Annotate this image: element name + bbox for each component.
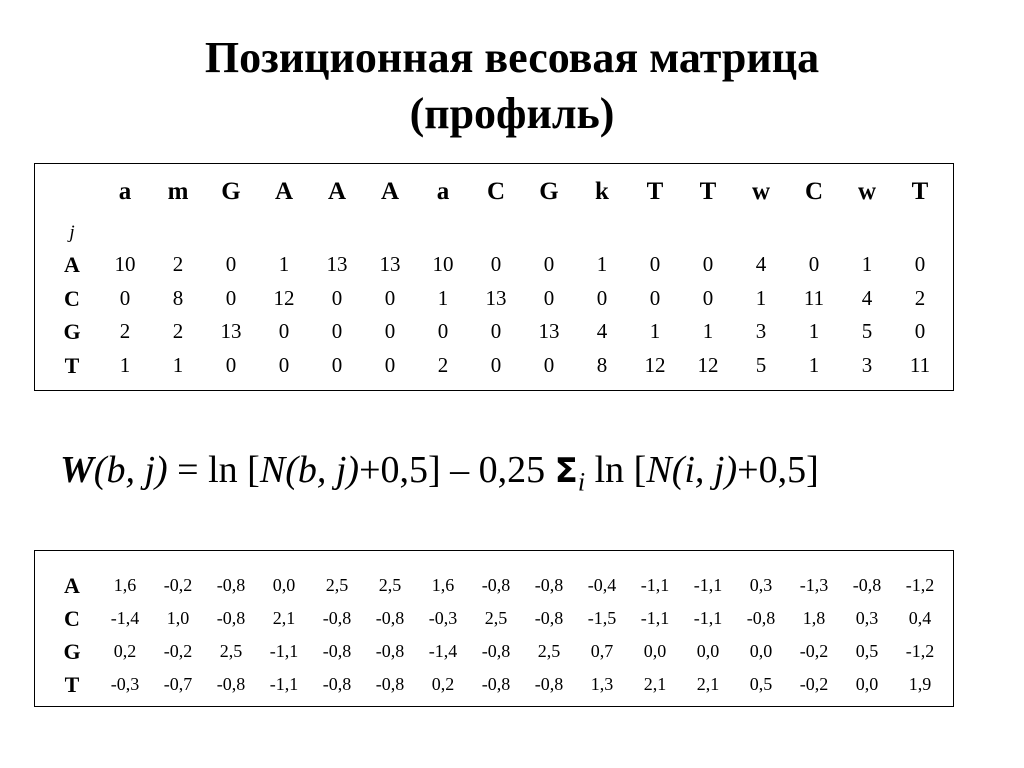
weight-cell: -0,2 (799, 674, 829, 694)
consensus-header: T (911, 178, 929, 205)
weight-cell: 1,6 (113, 575, 137, 595)
consensus-header: G (539, 178, 559, 205)
weight-cell: -0,8 (322, 608, 352, 628)
count-cell: 13 (220, 319, 242, 343)
count-cell: 1 (596, 252, 608, 276)
formula-eq-ln: = ln [ (167, 449, 260, 491)
count-cell: 1 (119, 353, 131, 377)
weight-cell: -1,2 (905, 575, 935, 595)
formula-args1: (b, j) (285, 449, 360, 491)
weight-cell: -0,2 (163, 641, 193, 661)
count-cell: 0 (119, 286, 131, 310)
weight-cell: -0,8 (481, 674, 511, 694)
count-cell: 5 (755, 353, 767, 377)
count-cell: 13 (326, 252, 348, 276)
count-cell: 10 (432, 252, 454, 276)
consensus-header: A (380, 178, 400, 205)
formula-mid: +0,5] – 0,25 (359, 449, 555, 491)
weight-cell: -0,3 (110, 674, 140, 694)
weight-cell: -0,2 (799, 641, 829, 661)
count-cell: 1 (649, 319, 661, 343)
count-cell: 0 (331, 286, 343, 310)
weight-cell: 1,6 (431, 575, 455, 595)
weight-cell: 0,3 (855, 608, 879, 628)
count-cell: 0 (649, 286, 661, 310)
weight-cell: -1,1 (693, 608, 723, 628)
count-cell: 2 (172, 319, 184, 343)
weight-cell: 2,5 (537, 641, 561, 661)
count-cell: 4 (755, 252, 767, 276)
count-cell: 2 (914, 286, 926, 310)
count-cell: 0 (331, 319, 343, 343)
weight-cell: 2,5 (484, 608, 508, 628)
weight-cell: -0,8 (534, 608, 564, 628)
consensus-header: T (699, 178, 717, 205)
count-cell: 2 (172, 252, 184, 276)
row-label-C: C (64, 606, 80, 631)
count-cell: 0 (225, 353, 237, 377)
consensus-header: w (857, 178, 877, 205)
consensus-header: a (118, 178, 132, 205)
page-title (0, 30, 1024, 142)
count-cell: 5 (861, 319, 873, 343)
count-cell: 0 (437, 319, 449, 343)
count-cell: 2 (119, 319, 131, 343)
row-label-T: T (64, 353, 80, 378)
weight-cell: -0,4 (587, 575, 617, 595)
weight-cell: -0,8 (375, 674, 405, 694)
weight-cell: 0,2 (113, 641, 137, 661)
count-cell: 0 (278, 353, 290, 377)
row-label-T: T (64, 672, 80, 697)
count-cell: 0 (225, 252, 237, 276)
consensus-header: m (167, 178, 189, 205)
count-cell: 0 (914, 319, 926, 343)
row-label-A: A (64, 252, 80, 277)
consensus-header: G (221, 178, 241, 205)
count-cell: 13 (538, 319, 560, 343)
weight-cell: 0,2 (431, 674, 455, 694)
count-cell: 0 (543, 286, 555, 310)
count-cell: 0 (543, 252, 555, 276)
weight-cell: 1,3 (590, 674, 614, 694)
count-cell: 0 (596, 286, 608, 310)
weight-cell: 0,5 (749, 674, 773, 694)
count-cell: 1 (808, 353, 820, 377)
count-cell: 0 (278, 319, 290, 343)
weight-cell: -1,3 (799, 575, 829, 595)
count-cell: 1 (172, 353, 184, 377)
weight-cell: 2,1 (272, 608, 296, 628)
count-cell: 0 (914, 252, 926, 276)
weight-cell: 2,1 (643, 674, 667, 694)
weight-cell: -0,8 (322, 641, 352, 661)
count-cell: 0 (543, 353, 555, 377)
weight-cell: -0,8 (375, 608, 405, 628)
weight-cell: 0,0 (855, 674, 879, 694)
row-label-C: C (64, 286, 80, 311)
weight-cell: -0,8 (534, 674, 564, 694)
count-cell: 1 (702, 319, 714, 343)
formula-sigma: Σ (554, 451, 578, 491)
consensus-header: w (751, 178, 771, 205)
count-cell: 0 (331, 353, 343, 377)
formula-n2: N (646, 449, 672, 491)
weights-matrix-table (34, 550, 954, 707)
row-label-A: A (64, 573, 80, 598)
formula-args2: (i, j) (671, 449, 738, 491)
count-cell: 0 (490, 319, 502, 343)
weight-cell: 2,5 (219, 641, 243, 661)
count-cell: 4 (596, 319, 608, 343)
weight-cell: 0,0 (696, 641, 720, 661)
count-cell: 0 (384, 286, 396, 310)
count-cell: 11 (909, 353, 931, 377)
count-cell: 1 (755, 286, 767, 310)
weight-cell: -0,8 (216, 674, 246, 694)
count-cell: 0 (702, 286, 714, 310)
weight-cell: -0,8 (375, 641, 405, 661)
weight-cell: -0,8 (216, 575, 246, 595)
weight-cell: -0,8 (322, 674, 352, 694)
count-cell: 12 (644, 353, 666, 377)
consensus-header: C (486, 178, 506, 205)
weight-cell: 0,0 (272, 575, 296, 595)
count-cell: 2 (437, 353, 449, 377)
weight-cell: -1,1 (269, 641, 299, 661)
weight-cell: -0,7 (163, 674, 193, 694)
count-cell: 12 (273, 286, 295, 310)
count-cell: 1 (437, 286, 449, 310)
consensus-header: k (595, 178, 609, 205)
formula-sigma-sub: i (577, 467, 586, 497)
weight-cell: -0,8 (852, 575, 882, 595)
weight-cell: -1,4 (428, 641, 458, 661)
count-cell: 8 (172, 286, 184, 310)
count-cell: 11 (803, 286, 825, 310)
count-cell: 1 (278, 252, 290, 276)
weight-cell: 2,1 (696, 674, 720, 694)
weight-cell: 0,4 (908, 608, 932, 628)
weight-cell: -0,8 (481, 575, 511, 595)
count-cell: 13 (379, 252, 401, 276)
count-cell: 0 (225, 286, 237, 310)
weight-cell: -1,1 (269, 674, 299, 694)
weight-cell: 0,3 (749, 575, 773, 595)
title-line-2: (профиль) (409, 89, 615, 138)
weight-cell: 1,8 (802, 608, 826, 628)
count-cell: 0 (384, 319, 396, 343)
count-cell: 1 (808, 319, 820, 343)
consensus-header: A (327, 178, 347, 205)
count-cell: 4 (861, 286, 873, 310)
weight-cell: -1,1 (640, 608, 670, 628)
count-cell: 10 (114, 252, 136, 276)
count-cell: 3 (861, 353, 873, 377)
weight-cell: 0,0 (749, 641, 773, 661)
weight-cell: -1,1 (640, 575, 670, 595)
counts-matrix-table (34, 163, 954, 391)
weight-cell: 0,7 (590, 641, 614, 661)
weight-formula (60, 442, 980, 511)
count-cell: 0 (808, 252, 820, 276)
count-cell: 12 (697, 353, 719, 377)
weight-cell: -0,8 (216, 608, 246, 628)
weight-cell: -1,4 (110, 608, 140, 628)
count-cell: 13 (485, 286, 507, 310)
count-cell: 8 (596, 353, 608, 377)
count-cell: 0 (490, 353, 502, 377)
weight-cell: 1,0 (166, 608, 190, 628)
formula-w: W (60, 449, 94, 491)
weight-cell: -0,8 (534, 575, 564, 595)
formula-lhs-args: (b, j) (93, 449, 168, 491)
count-cell: 1 (861, 252, 873, 276)
title-line-1: Позиционная весовая матрица (204, 33, 820, 82)
consensus-header: A (274, 178, 294, 205)
column-index-label: j (69, 222, 75, 243)
row-label-G: G (63, 319, 81, 344)
count-cell: 3 (755, 319, 767, 343)
formula-end: +0,5] (737, 449, 819, 491)
formula-n1: N (259, 449, 286, 491)
weight-cell: -0,8 (746, 608, 776, 628)
formula-ln2: ln [ (585, 449, 647, 491)
row-label-G: G (63, 639, 81, 664)
weight-cell: -1,1 (693, 575, 723, 595)
weight-cell: -0,3 (428, 608, 458, 628)
count-cell: 0 (649, 252, 661, 276)
consensus-header: a (436, 178, 450, 205)
count-cell: 0 (490, 252, 502, 276)
count-cell: 0 (384, 353, 396, 377)
weight-cell: -1,5 (587, 608, 617, 628)
consensus-header: C (804, 178, 824, 205)
weight-cell: -1,2 (905, 641, 935, 661)
count-cell: 0 (702, 252, 714, 276)
weight-cell: 0,0 (643, 641, 667, 661)
consensus-header: T (646, 178, 664, 205)
weight-cell: 0,5 (855, 641, 879, 661)
weight-cell: -0,8 (481, 641, 511, 661)
weight-cell: 2,5 (378, 575, 402, 595)
weight-cell: 1,9 (908, 674, 932, 694)
weight-cell: 2,5 (325, 575, 349, 595)
weight-cell: -0,2 (163, 575, 193, 595)
